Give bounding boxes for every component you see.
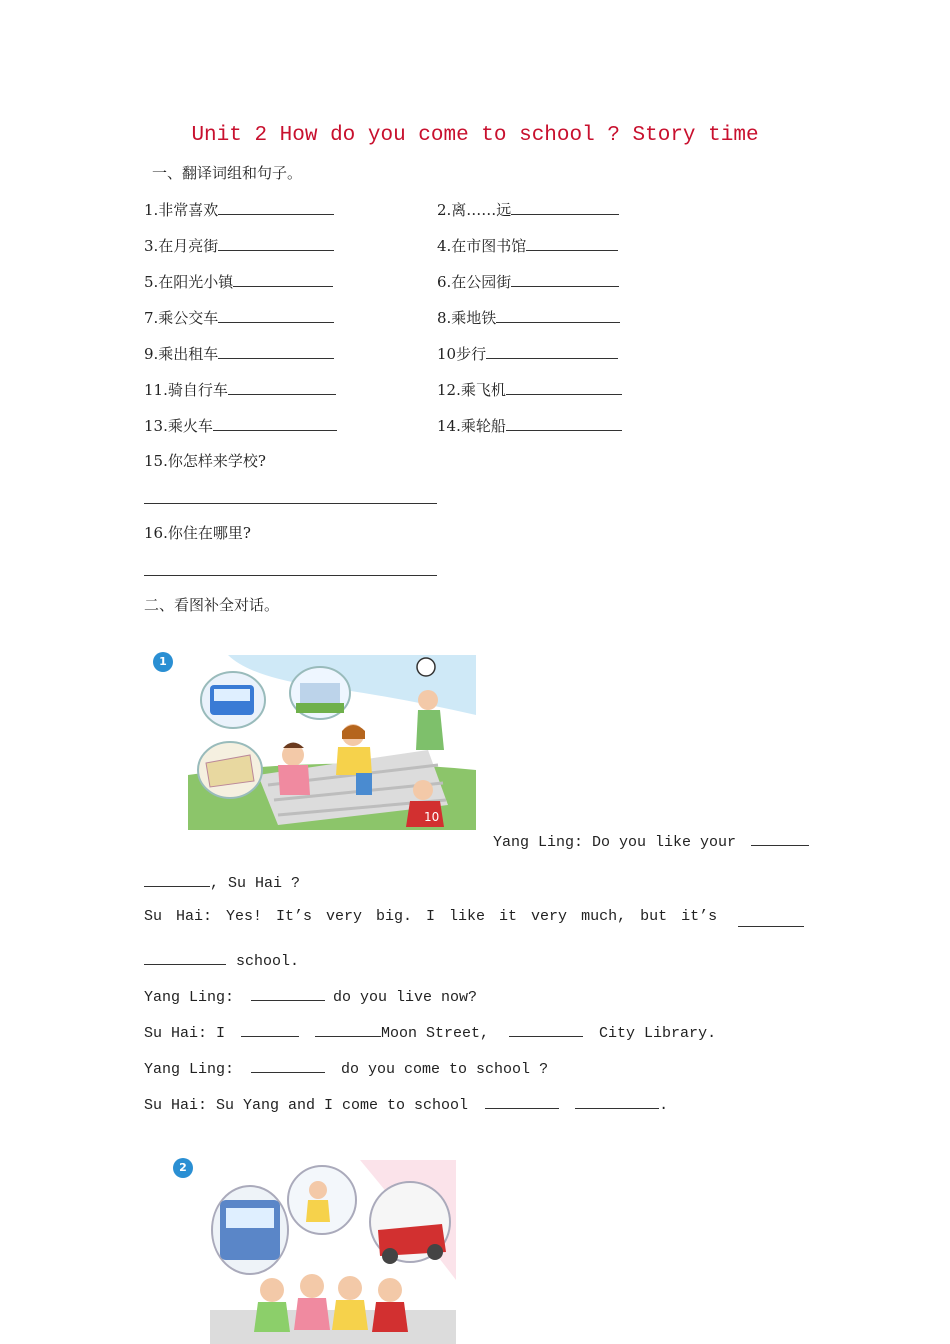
- answer-blank[interactable]: [506, 380, 622, 395]
- answer-blank[interactable]: [496, 308, 620, 323]
- page-title: Unit 2 How do you come to school ? Story time: [191, 124, 759, 147]
- dialogue-text: Su Hai: I: [144, 1025, 226, 1042]
- item-label: 3.在月亮街: [144, 237, 219, 255]
- dialogue-text: City Library.: [599, 1025, 717, 1042]
- item-4: [437, 236, 618, 255]
- dialogue-line-2a: [144, 908, 717, 925]
- answer-line-16[interactable]: [144, 575, 437, 576]
- dialogue-line-3: [144, 986, 477, 1006]
- dialogue-text: Yang Ling: Do you like your: [493, 834, 737, 851]
- svg-text:10: 10: [424, 810, 440, 824]
- dialogue-line-5: [144, 1058, 548, 1078]
- dialogue-line-6: [144, 1094, 668, 1114]
- question-15: 15.你怎样来学校?: [144, 452, 266, 470]
- scene-picture-2: [210, 1160, 456, 1344]
- item-11: [144, 380, 336, 399]
- answer-blank[interactable]: [218, 236, 334, 251]
- answer-blank[interactable]: [506, 416, 622, 431]
- dialogue-text: do you come to school ?: [341, 1061, 549, 1078]
- answer-blank[interactable]: [485, 1094, 559, 1109]
- answer-blank[interactable]: [509, 1022, 583, 1037]
- item-14: [437, 416, 622, 435]
- dialogue-text: Su Hai: Yes! It’s very big. I like it very much, but it’s: [144, 908, 718, 925]
- dialogue-text: school.: [236, 953, 300, 970]
- answer-blank[interactable]: [526, 236, 618, 251]
- item-label: 4.在市图书馆: [437, 237, 527, 255]
- item-label: 13.乘火车: [144, 417, 213, 435]
- item-3: [144, 236, 334, 255]
- section2-heading: 二、看图补全对话。: [144, 596, 280, 614]
- dialogue-text: Yang Ling:: [144, 1061, 235, 1078]
- answer-blank[interactable]: [241, 1022, 299, 1037]
- item-2: [437, 200, 619, 219]
- item-label: 5.在阳光小镇: [144, 273, 234, 291]
- item-8: [437, 308, 620, 327]
- answer-blank[interactable]: [144, 950, 226, 965]
- dialogue-text: Moon Street,: [381, 1025, 490, 1042]
- question-16: 16.你住在哪里?: [144, 524, 251, 542]
- answer-blank[interactable]: [144, 872, 210, 887]
- dialogue-text: .: [659, 1097, 669, 1114]
- answer-blank[interactable]: [218, 200, 334, 215]
- dialogue-text: , Su Hai ?: [210, 875, 301, 892]
- section1-heading: 一、翻译词组和句子。: [152, 164, 303, 182]
- dialogue-line-4: [144, 1022, 716, 1042]
- answer-blank[interactable]: [218, 344, 334, 359]
- answer-blank[interactable]: [251, 986, 325, 1001]
- answer-blank[interactable]: [486, 344, 618, 359]
- item-label: 12.乘飞机: [437, 381, 506, 399]
- item-6: [437, 272, 619, 291]
- dialogue-line-1b: [144, 872, 300, 892]
- answer-blank[interactable]: [738, 912, 804, 927]
- dialogue-text: Yang Ling:: [144, 989, 235, 1006]
- picture-number-badge: 2: [173, 1158, 193, 1178]
- item-9: [144, 344, 334, 363]
- item-12: [437, 380, 622, 399]
- item-label: 9.乘出租车: [144, 345, 219, 363]
- answer-line-15[interactable]: [144, 503, 437, 504]
- item-7: [144, 308, 334, 327]
- item-13: [144, 416, 337, 435]
- item-label: 2.离……远: [437, 201, 512, 219]
- dialogue-text: Su Hai: Su Yang and I come to school: [144, 1097, 469, 1114]
- dialogue-text: do you live now?: [333, 989, 478, 1006]
- picture-number-badge: 1: [153, 652, 173, 672]
- item-label: 6.在公园街: [437, 273, 512, 291]
- answer-blank[interactable]: [213, 416, 337, 431]
- item-10: [437, 344, 618, 363]
- item-1: [144, 200, 334, 219]
- answer-blank[interactable]: [575, 1094, 659, 1109]
- item-label: 8.乘地铁: [437, 309, 497, 327]
- answer-blank[interactable]: [315, 1022, 381, 1037]
- answer-blank[interactable]: [251, 1058, 325, 1073]
- answer-blank[interactable]: [511, 272, 619, 287]
- answer-blank[interactable]: [233, 272, 333, 287]
- dialogue-line-1a: [493, 831, 809, 851]
- item-5: [144, 272, 333, 291]
- item-label: 7.乘公交车: [144, 309, 219, 327]
- item-label: 1.非常喜欢: [144, 201, 219, 219]
- dialogue-line-2b: [144, 950, 299, 970]
- item-label: 10步行: [437, 345, 487, 363]
- answer-blank[interactable]: [511, 200, 619, 215]
- answer-blank[interactable]: [751, 831, 809, 846]
- item-label: 11.骑自行车: [144, 381, 228, 399]
- item-label: 14.乘轮船: [437, 417, 506, 435]
- answer-blank[interactable]: [218, 308, 334, 323]
- scene-picture-1: [188, 655, 476, 830]
- answer-blank[interactable]: [228, 380, 336, 395]
